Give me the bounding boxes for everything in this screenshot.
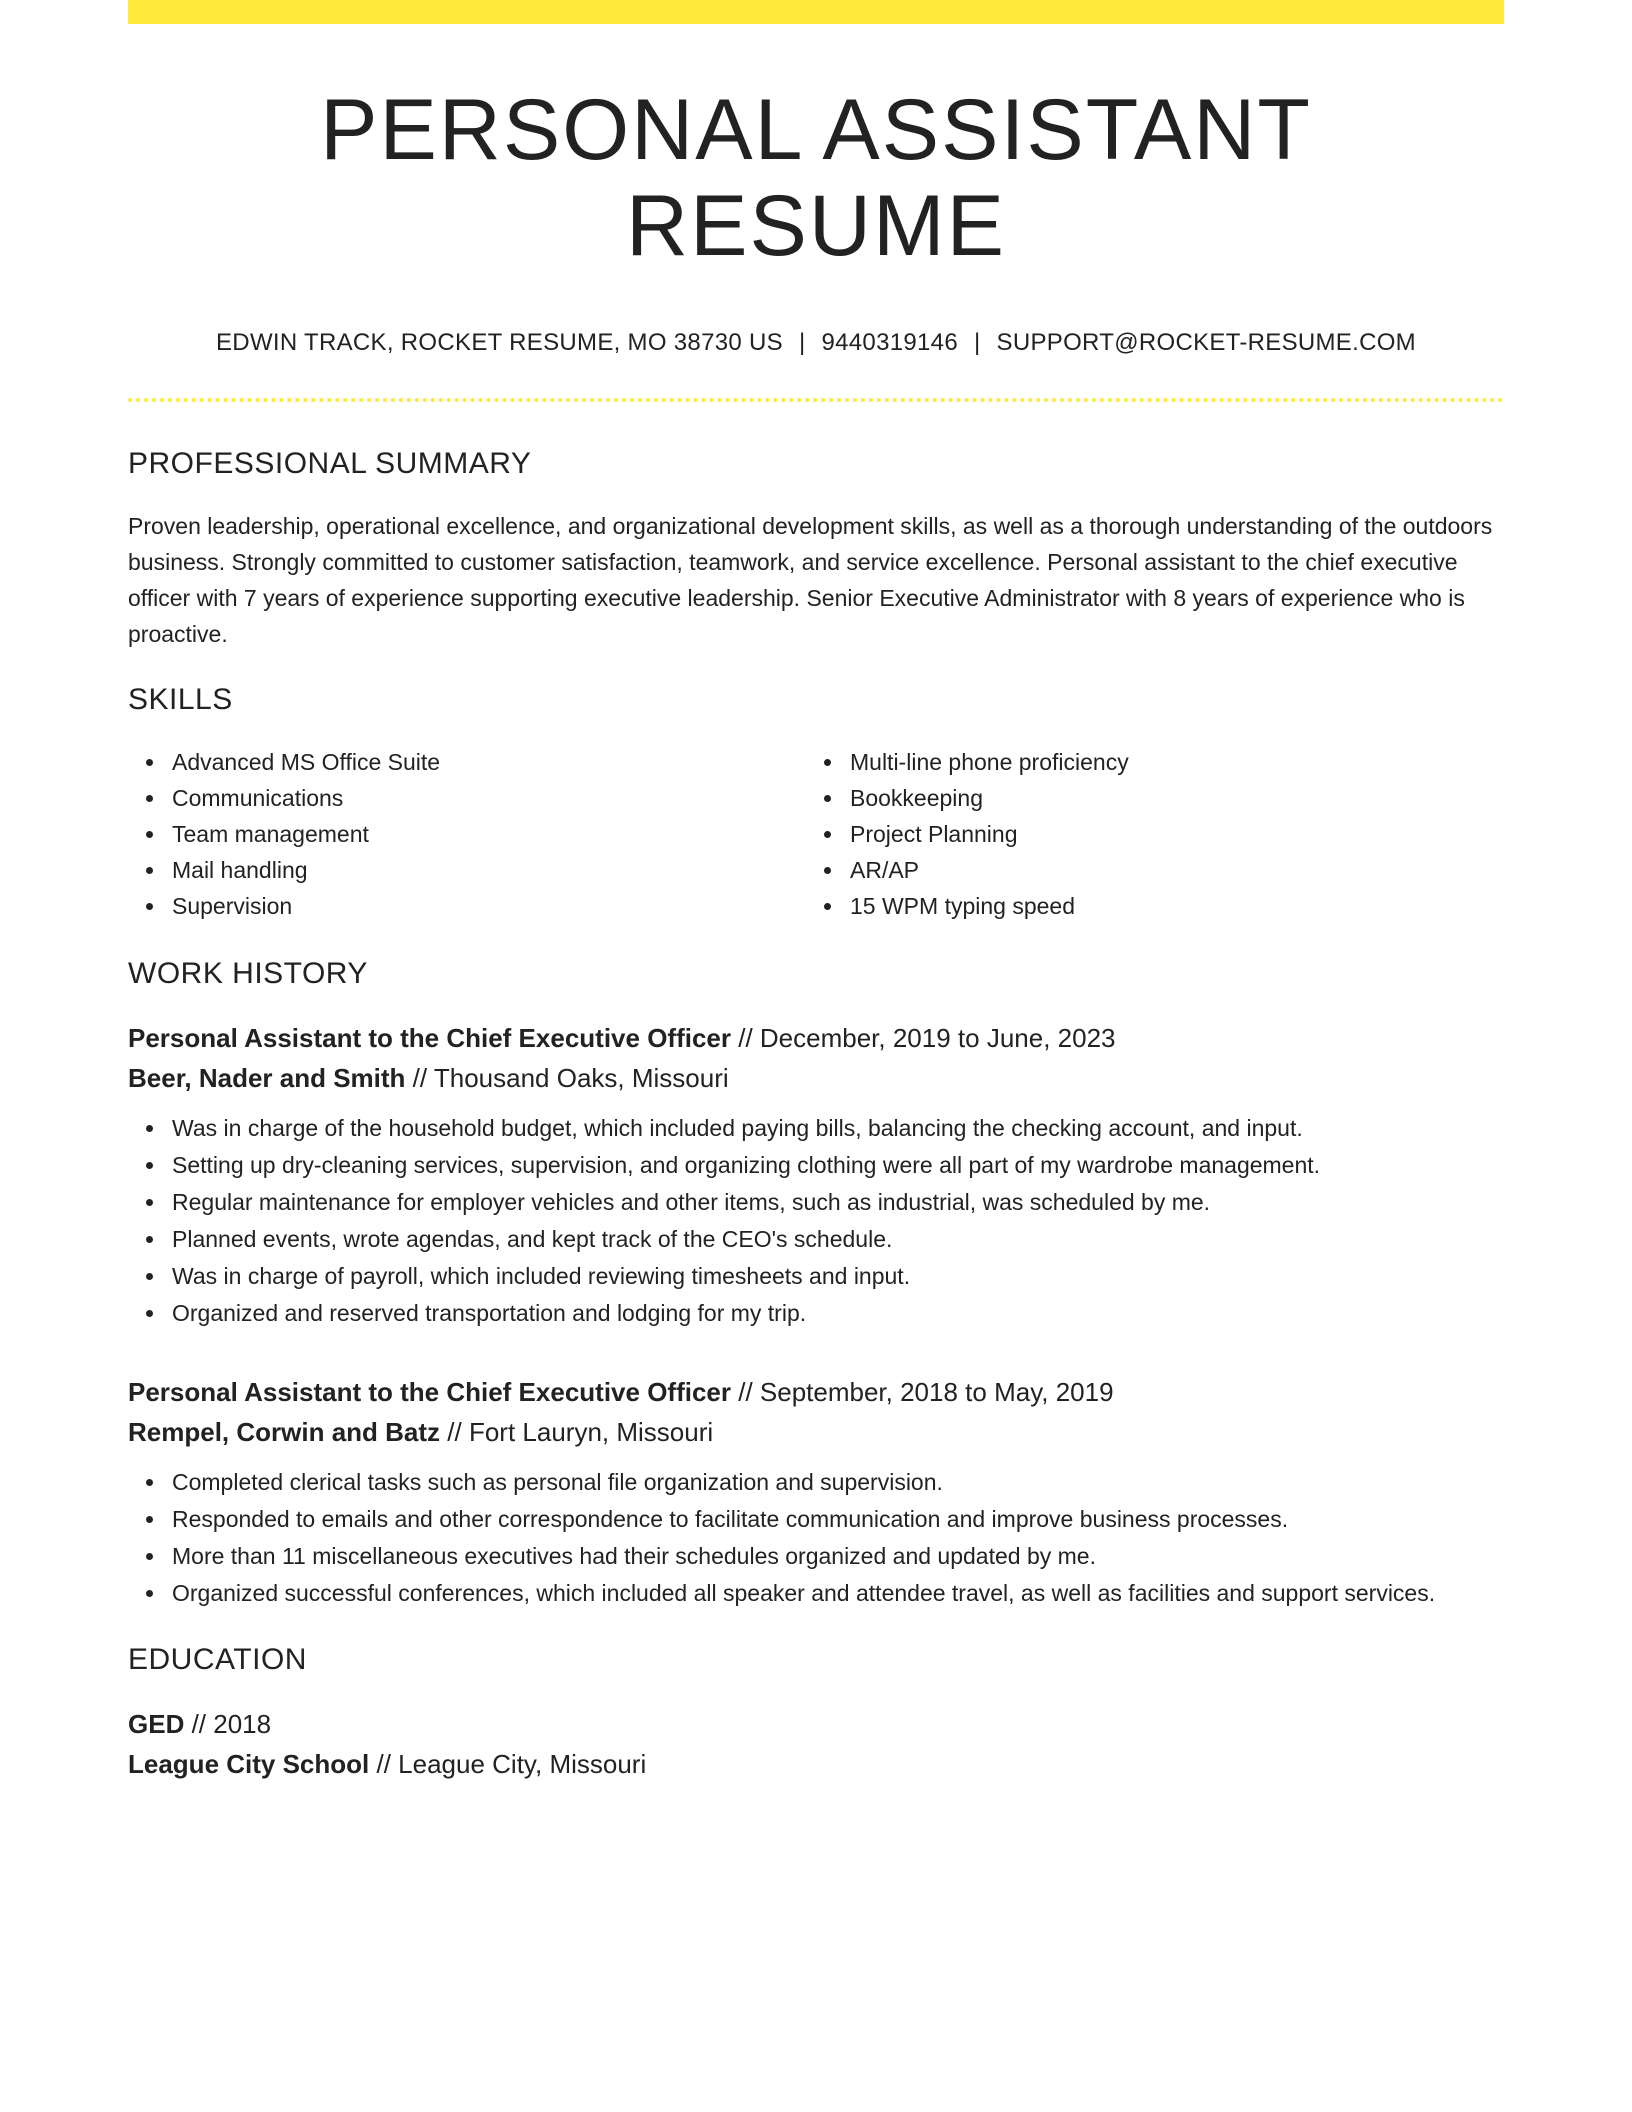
job-duty: Organized and reserved transportation and lodging for my trip. <box>172 1295 1504 1332</box>
section-heading-skills: SKILLS <box>128 683 233 716</box>
skill-item: 15 WPM typing speed <box>850 888 1484 924</box>
section-heading-education: EDUCATION <box>128 1643 307 1676</box>
skill-item: Communications <box>172 780 806 816</box>
contact-email: SUPPORT@ROCKET-RESUME.COM <box>996 329 1416 356</box>
skill-item: Supervision <box>172 888 806 924</box>
job-duty: More than 11 miscellaneous executives had their schedules organized and updated by me. <box>172 1538 1504 1575</box>
job-duty: Responded to emails and other correspondence to facilitate communication and improve business processes. <box>172 1501 1504 1538</box>
skill-item: Advanced MS Office Suite <box>172 744 806 780</box>
job-company: Beer, Nader and Smith <box>128 1063 406 1093</box>
contact-separator: | <box>973 329 981 356</box>
contact-address: EDWIN TRACK, ROCKET RESUME, MO 38730 US <box>216 329 783 356</box>
job-duty: Completed clerical tasks such as personal file organization and supervision. <box>172 1464 1504 1501</box>
section-heading-work-history: WORK HISTORY <box>128 957 368 990</box>
job-duty: Planned events, wrote agendas, and kept track of the CEO's schedule. <box>172 1221 1504 1258</box>
education-school: League City School <box>128 1749 370 1779</box>
education-location: // League City, Missouri <box>376 1749 647 1779</box>
job-title-line <box>128 1018 1504 1058</box>
skill-item: Mail handling <box>172 852 806 888</box>
skill-item: Project Planning <box>850 816 1484 852</box>
education-degree-line <box>128 1704 1504 1744</box>
skill-item: Multi-line phone proficiency <box>850 744 1484 780</box>
education-entry <box>128 1704 1504 1784</box>
job-entry <box>128 1372 1504 1612</box>
skill-item: AR/AP <box>850 852 1484 888</box>
education-year: // 2018 <box>191 1709 272 1739</box>
contact-line <box>128 328 1504 358</box>
education-degree: GED <box>128 1709 185 1739</box>
job-duty: Regular maintenance for employer vehicles and other items, such as industrial, was scheduled by me. <box>172 1184 1504 1221</box>
skill-item: Team management <box>172 816 806 852</box>
job-dates: // September, 2018 to May, 2019 <box>738 1377 1114 1407</box>
job-company-line <box>128 1412 1504 1452</box>
skill-item: Bookkeeping <box>850 780 1484 816</box>
contact-phone: 9440319146 <box>821 329 958 356</box>
section-heading-summary: PROFESSIONAL SUMMARY <box>128 447 532 480</box>
resume-content <box>128 0 1504 1784</box>
job-location: // Fort Lauryn, Missouri <box>447 1417 714 1447</box>
skills-column-left <box>128 744 806 924</box>
job-title: Personal Assistant to the Chief Executive Officer <box>128 1377 731 1407</box>
skills-column-right <box>806 744 1484 924</box>
job-title: Personal Assistant to the Chief Executive Officer <box>128 1023 731 1053</box>
job-duty: Was in charge of the household budget, which included paying bills, balancing the checking account, and input. <box>172 1110 1504 1147</box>
resume-title: PERSONAL ASSISTANT RESUME <box>320 82 1312 274</box>
education-school-line <box>128 1744 1504 1784</box>
job-company-line <box>128 1058 1504 1098</box>
job-duty: Organized successful conferences, which included all speaker and attendee travel, as well as facilities and support services. <box>172 1575 1504 1612</box>
job-duty: Was in charge of payroll, which included reviewing timesheets and input. <box>172 1258 1504 1295</box>
job-entry <box>128 1018 1504 1332</box>
skills-list <box>128 744 1504 924</box>
job-company: Rempel, Corwin and Batz <box>128 1417 441 1447</box>
job-location: // Thousand Oaks, Missouri <box>412 1063 729 1093</box>
job-duty: Setting up dry-cleaning services, supervision, and organizing clothing were all part of my wardrobe management. <box>172 1147 1504 1184</box>
job-duties-list <box>128 1110 1504 1332</box>
summary-text: Proven leadership, operational excellence, and organizational development skills, as well as a thorough understanding of the outdoors business. Strongly committed to customer satisfaction, teamwork, and service excellence. Personal assistant to the chief executive officer with 7 years of experience supporting executive leadership. Senior Executive Administrator with 8 years of experience who is proactive. <box>128 513 1493 647</box>
job-duties-list <box>128 1464 1504 1612</box>
job-dates: // December, 2019 to June, 2023 <box>738 1023 1116 1053</box>
job-title-line <box>128 1372 1504 1412</box>
contact-separator: | <box>798 329 806 356</box>
header-divider <box>128 398 1504 402</box>
